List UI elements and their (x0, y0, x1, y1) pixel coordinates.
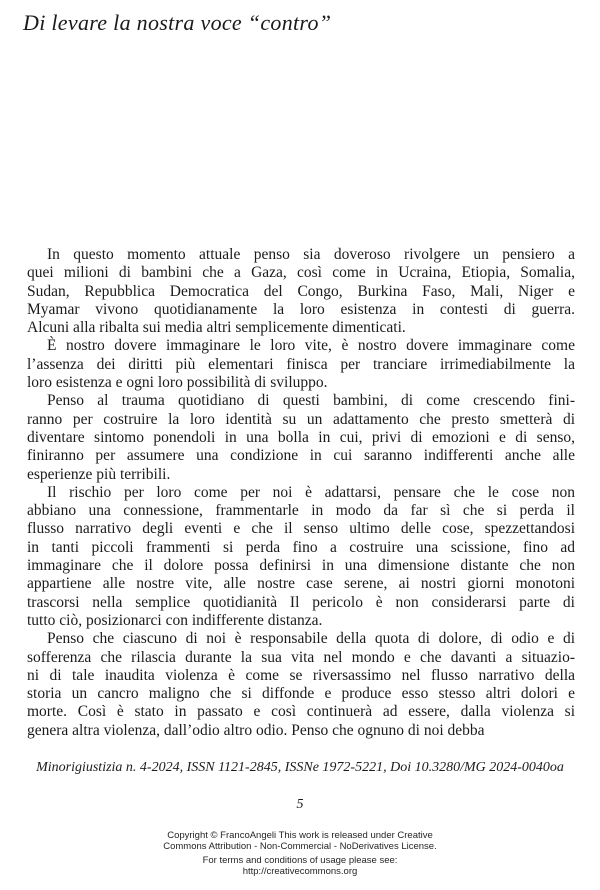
body-line: Alcuni alla ribalta sui media altri semplicemente dimenticati. (27, 319, 406, 337)
body-line: finiranno per assumere una condizione in cui saranno indifferenti anche alle (27, 447, 575, 465)
body-line: sofferenza che rilascia durante la sua vita nel mondo e che davanti a situazio- (27, 648, 575, 666)
body-text (27, 246, 575, 740)
body-line: l’assenza dei diritti più elementari finisca per tranciare irrimediabilmente la (27, 355, 575, 373)
copyright-line: http://creativecommons.org (242, 866, 358, 877)
body-line: Sudan, Repubblica Democratica del Congo, Burkina Faso, Mali, Niger e (27, 282, 575, 300)
body-line: in tanti piccoli frammenti si perda fino a costruire una scissione, fino ad (27, 538, 575, 556)
body-line: In questo momento attuale penso sia doveroso rivolgere un pensiero a (47, 246, 575, 263)
copyright-line: Copyright © FrancoAngeli This work is released under Creative (167, 830, 433, 841)
body-line: genera altra violenza, dall’odio altro odio. Penso che ognuno di noi debba (27, 721, 485, 739)
body-line: loro esistenza e ogni loro possibilità di sviluppo. (27, 374, 328, 392)
body-line: ranno per costruire la loro identità su un adattamento che presto smetterà di (27, 410, 575, 428)
body-line: Penso al trauma quotidiano di questi bambini, di come crescendo fini- (47, 392, 575, 410)
body-line: trascorsi nella semplice quotidianità Il pericolo è non considerarsi parte di (27, 593, 575, 611)
article-title: Di levare la nostra voce “contro” (23, 10, 332, 35)
body-line: diventare sintomo ponendoli in una bolla in cui, privi di emozioni e di senso, (27, 428, 575, 446)
body-line: flusso narrativo degli eventi e che il senso ultimo delle cose, spezzettandosi (27, 520, 575, 538)
body-line: È nostro dovere immaginare le loro vite, è nostro dovere immaginare come (47, 337, 575, 355)
copyright-line: For terms and conditions of usage please see: (202, 855, 398, 866)
body-line: immaginare che il dolore possa definirsi in una dimensione distante che non (27, 557, 575, 575)
body-line: storia un cancro maligno che si diffonde e produce esso stesso altri dolori e (27, 685, 575, 703)
body-line: Myamar vivono quotidianamente la loro esistenza in contesti di guerra. (27, 300, 575, 318)
body-line: morte. Così è stato in passato e così continuerà ad essere, dalla violenza si (27, 703, 575, 721)
copyright-block (0, 830, 600, 877)
body-line: quei milioni di bambini che a Gaza, così come in Ucraina, Etiopia, Somalia, (27, 264, 575, 282)
body-line: esperienze più terribili. (27, 465, 171, 483)
body-line: Il rischio per loro come per noi è adattarsi, pensare che le cose non (47, 483, 575, 501)
journal-citation-line: Minorigiustizia n. 4-2024, ISSN 1121-2845, ISSNe 1972-5221, Doi 10.3280/MG 2024-0040oa (36, 760, 564, 775)
body-line: tutto ciò, posizionarci con indifferente distanza. (27, 611, 323, 629)
body-line: appartiene alle nostre vite, alle nostre case serene, ai nostri giorni monotoni (27, 575, 575, 593)
body-line: Penso che ciascuno di noi è responsabile della quota di dolore, di odio e di (47, 630, 575, 648)
copyright-line: Commons Attribution - Non-Commercial - NoDerivatives License. (163, 841, 437, 852)
body-line: abbiano una connessione, frammentarle in modo da far sì che si perda il (27, 502, 575, 520)
page-number: 5 (296, 797, 304, 812)
body-line: ni di tale inaudita violenza è come se riversassimo nel flusso narrativo della (27, 666, 575, 684)
